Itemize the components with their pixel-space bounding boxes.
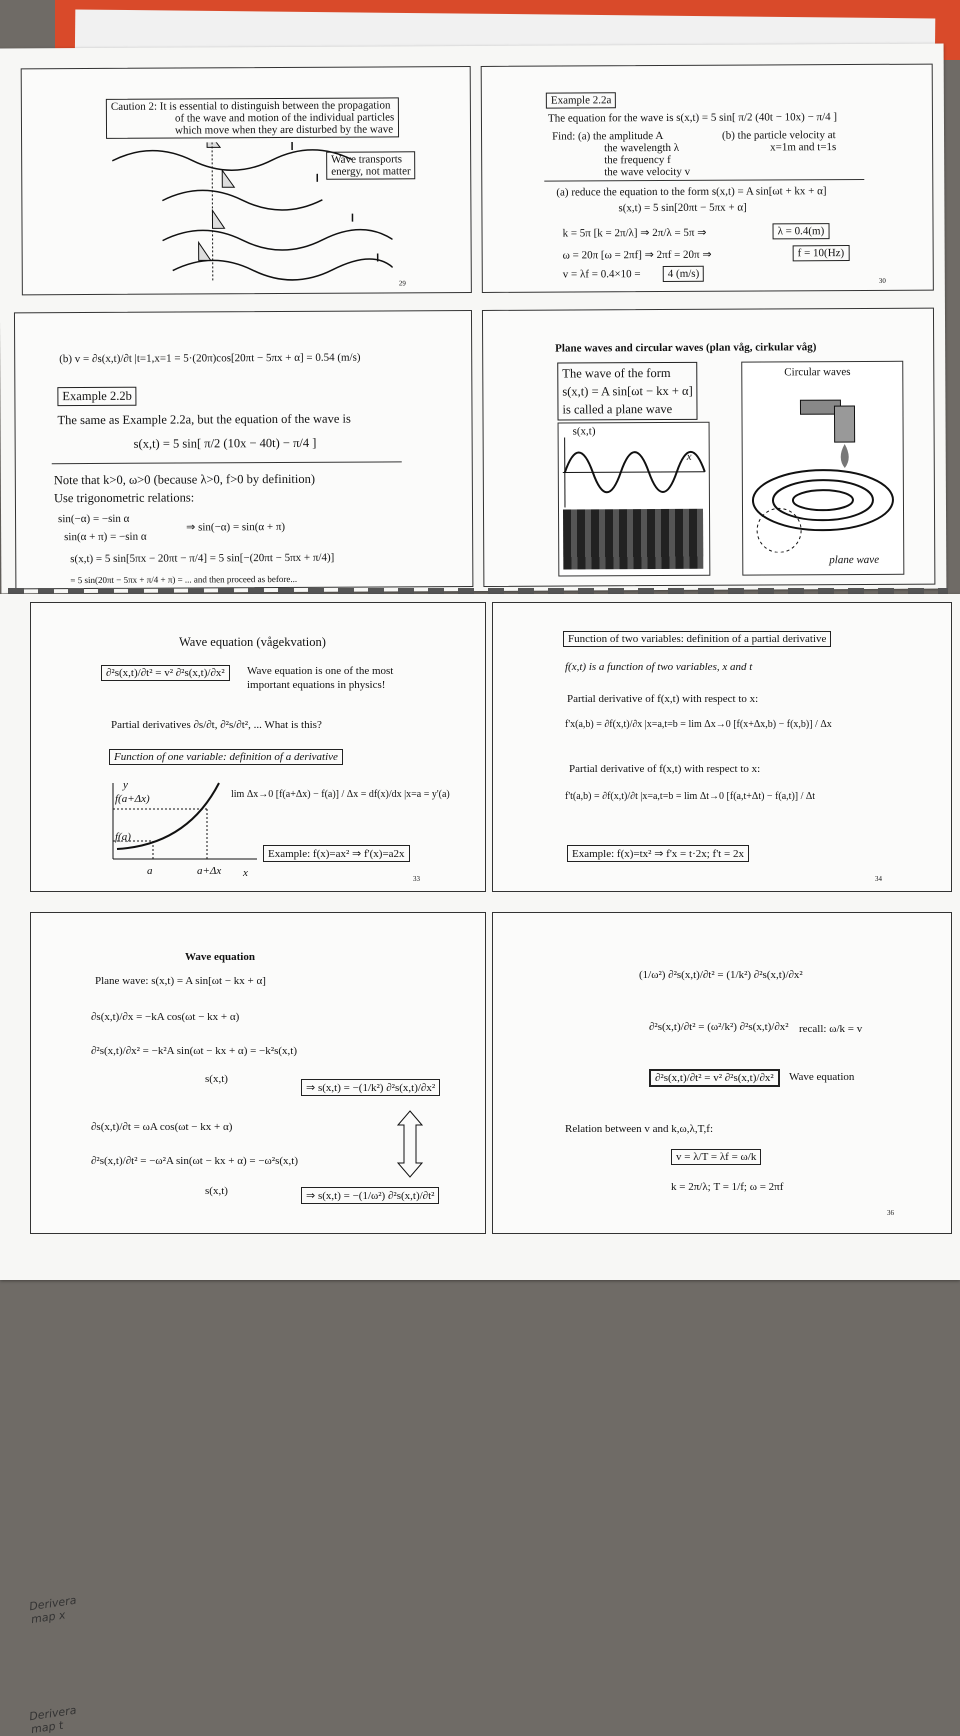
slide-title: Plane waves and circular waves (plan våg, cirkular våg) <box>555 341 816 354</box>
relation-title: Relation between v and k,ω,λ,T,f: <box>565 1123 713 1135</box>
plane-figure-frame <box>558 422 711 577</box>
deriv-t-1: ∂s(x,t)/∂t = ωA cos(ωt − kx + α) <box>91 1121 232 1133</box>
example-title: Example 2.2b <box>57 387 137 406</box>
plane-line-1: The wave of the form <box>562 364 692 383</box>
graph-ad-label: a+Δx <box>197 865 221 877</box>
sine-wave-plot <box>559 437 709 508</box>
wave-equation-label: Wave equation <box>789 1071 854 1083</box>
relation-box: v = λ/T = λf = ω/k <box>671 1149 761 1165</box>
page-number: 29 <box>399 279 406 287</box>
plane-wave-line: Plane wave: s(x,t) = A sin[ωt − kx + α] <box>95 975 266 987</box>
relation-1: sin(−α) = −sin α <box>58 513 129 525</box>
recall-line: recall: ω/k = v <box>799 1023 862 1035</box>
slide-35 <box>30 912 486 1234</box>
circular-label: Circular waves <box>784 366 850 378</box>
equation-line: The equation for the wave is s(x,t) = 5 sin[ π/2 (40t − 10x) − π/4 ] <box>548 111 837 125</box>
relation-line-2: k = 2π/λ; T = 1/f; ω = 2πf <box>671 1181 783 1193</box>
plane-wave-box <box>557 362 698 421</box>
bottom-page <box>0 594 960 1280</box>
slide-36 <box>492 912 952 1234</box>
graph-fad-label: f(a+Δx) <box>115 793 150 805</box>
function-one-variable: Function of one variable: definition of a derivative <box>109 749 343 765</box>
limit-definition: lim Δx→0 [f(a+Δx) − f(a)] / Δx = df(x)/dx |x=a = y'(a) <box>231 789 450 800</box>
find-wavelength: the wavelength λ <box>604 142 679 154</box>
partial-derivatives: Partial derivatives ∂s/∂t, ∂²s/∂t², ... What is this? <box>111 719 322 731</box>
find-b-2: x=1m and t=1s <box>770 141 836 153</box>
page-number: 33 <box>413 875 420 883</box>
example-box: Example: f(x)=ax² ⇒ f'(x)=a2x <box>263 845 410 862</box>
note-line-1: Wave transports <box>331 153 410 165</box>
answer-k: k = 5π [k = 2π/λ] ⇒ 2π/λ = 5π ⇒ <box>563 226 707 240</box>
wave-equation: s(x,t) = 5 sin[ π/2 (10x − 40t) − π/4 ] <box>134 436 317 452</box>
answer-a-2: s(x,t) = 5 sin[20πt − 5πx + α] <box>618 202 746 215</box>
page-number: 34 <box>875 875 882 883</box>
find-a: Find: (a) the amplitude A <box>552 130 663 143</box>
partial-x-definition: f'x(a,b) = ∂f(x,t)/∂x |x=a,t=b = lim Δx→0 [f(x+Δx,b) − f(x,b)] / Δx <box>565 719 832 730</box>
wave-eq-note-1: Wave equation is one of the most <box>247 665 393 677</box>
answer-f: f = 10(Hz) <box>793 245 850 261</box>
slide-31 <box>14 310 473 589</box>
handwritten-note-x: Derivera map x <box>28 1592 91 1626</box>
page-number: 30 <box>879 277 886 285</box>
wave-transports-box <box>326 151 416 179</box>
deriv-t-2: ∂²s(x,t)/∂t² = −ω²A sin(ωt − kx + α) = −ω²s(x,t) <box>91 1155 298 1167</box>
function-two-variables: f(x,t) is a function of two variables, x and t <box>565 661 752 673</box>
slide-title: Wave equation <box>185 951 255 963</box>
answer-a-1: (a) reduce the equation to the form s(x,t) = A sin[ωt + kx + α] <box>556 185 826 198</box>
use-line: Use trigonometric relations: <box>54 490 194 506</box>
answer-omega: ω = 20π [ω = 2πf] ⇒ 2πf = 20π ⇒ <box>563 248 712 262</box>
axis-x-label: x <box>687 451 692 463</box>
answer-lambda: λ = 0.4(m) <box>773 223 830 239</box>
find-b-1: (b) the particle velocity at <box>722 129 836 142</box>
result-t: ⇒ s(x,t) = −(1/ω²) ∂²s(x,t)/∂t² <box>301 1187 439 1204</box>
plane-line-2: s(x,t) = A sin[ωt − kx + α] <box>562 382 692 401</box>
relation-4: s(x,t) = 5 sin[5πx − 20πt − π/4] = 5 sin[−(20πt − 5πx + π/4)] <box>70 552 334 565</box>
caution-line-1: Caution 2: It is essential to distinguish between the propagation <box>111 99 394 112</box>
faucet-ripples-figure <box>742 382 903 553</box>
find-frequency: the frequency f <box>604 154 671 166</box>
slide-29 <box>21 66 472 295</box>
answer-v: v = λf = 0.4×10 = <box>563 268 641 280</box>
slide-32 <box>482 308 935 587</box>
sx-brace-label-2: s(x,t) <box>205 1185 228 1197</box>
graph-y-label: y <box>123 779 128 791</box>
plane-line-3: is called a plane wave <box>562 400 692 419</box>
wave-equation-box: ∂²s(x,t)/∂t² = v² ∂²s(x,t)/∂x² <box>649 1069 780 1087</box>
circular-frame <box>741 361 904 576</box>
find-velocity: the wave velocity v <box>604 166 690 178</box>
answer-v-box: 4 (m/s) <box>663 266 705 282</box>
partial-x-title: Partial derivative of f(x,t) with respect to x: <box>567 693 758 705</box>
partial-t-title: Partial derivative of f(x,t) with respect to x: <box>569 763 760 775</box>
partial-t-definition: f't(a,b) = ∂f(x,t)/∂t |x=a,t=b = lim Δt→0 [f(a,t+Δt) − f(a,t)] / Δt <box>565 791 815 802</box>
note-line: Note that k>0, ω>0 (because λ>0, f>0 by definition) <box>54 472 315 488</box>
caution-line-2: of the wave and motion of the individual particles <box>111 111 394 124</box>
deriv-x-1: ∂s(x,t)/∂x = −kA cos(ωt − kx + α) <box>91 1011 239 1023</box>
slide-title: Function of two variables: definition of a partial derivative <box>563 631 831 647</box>
equation-1: (1/ω²) ∂²s(x,t)/∂t² = (1/k²) ∂²s(x,t)/∂x² <box>639 969 803 981</box>
wave-eq-box: ∂²s(x,t)/∂t² = v² ∂²s(x,t)/∂x² <box>101 665 230 681</box>
divider <box>52 461 402 464</box>
part-b: (b) v = ∂s(x,t)/∂t |t=1,x=1 = 5·(20π)cos[20πt − 5πx + α] = 0.54 (m/s) <box>59 352 360 366</box>
axis-y-label: s(x,t) <box>573 425 596 437</box>
deriv-x-2: ∂²s(x,t)/∂x² = −k²A sin(ωt − kx + α) = −k²s(x,t) <box>91 1045 297 1057</box>
handwritten-note-t: Derivera map t <box>28 1702 91 1736</box>
double-arrow <box>395 1109 425 1179</box>
plane-wave-label: plane wave <box>829 554 879 566</box>
relation-3: ⇒ sin(−α) = sin(α + π) <box>186 520 285 534</box>
graph-a-label: a <box>147 865 153 877</box>
graph-fa-label: f(a) <box>115 831 131 843</box>
equation-2: ∂²s(x,t)/∂t² = (ω²/k²) ∂²s(x,t)/∂x² <box>649 1021 789 1033</box>
page-number: 36 <box>887 1209 894 1217</box>
slide-34 <box>492 602 952 892</box>
caution-line-3: which move when they are disturbed by the wave <box>111 123 394 136</box>
graph-x-label: x <box>243 867 248 879</box>
top-page <box>0 44 946 594</box>
note-line-2: energy, not matter <box>331 165 410 177</box>
relation-5: = 5 sin(20πt − 5πx + π/4 + π) = ... and then proceed as before... <box>70 574 297 585</box>
sx-brace-label: s(x,t) <box>205 1073 228 1085</box>
divider <box>544 179 864 182</box>
wave-eq-note-2: important equations in physics! <box>247 679 385 691</box>
slide-title: Wave equation (vågekvation) <box>179 635 326 650</box>
result-x: ⇒ s(x,t) = −(1/k²) ∂²s(x,t)/∂x² <box>301 1079 440 1096</box>
caution-box <box>106 97 400 139</box>
slide-30 <box>481 64 934 293</box>
same-as: The same as Example 2.2a, but the equation of the wave is <box>57 412 350 429</box>
plane-wave-photo <box>563 509 703 570</box>
slide-33 <box>30 602 486 892</box>
example-title: Example 2.2a <box>546 92 617 108</box>
example-box: Example: f(x)=tx² ⇒ f'x = t·2x; f't = 2x <box>567 845 749 862</box>
relation-2: sin(α + π) = −sin α <box>64 531 147 543</box>
